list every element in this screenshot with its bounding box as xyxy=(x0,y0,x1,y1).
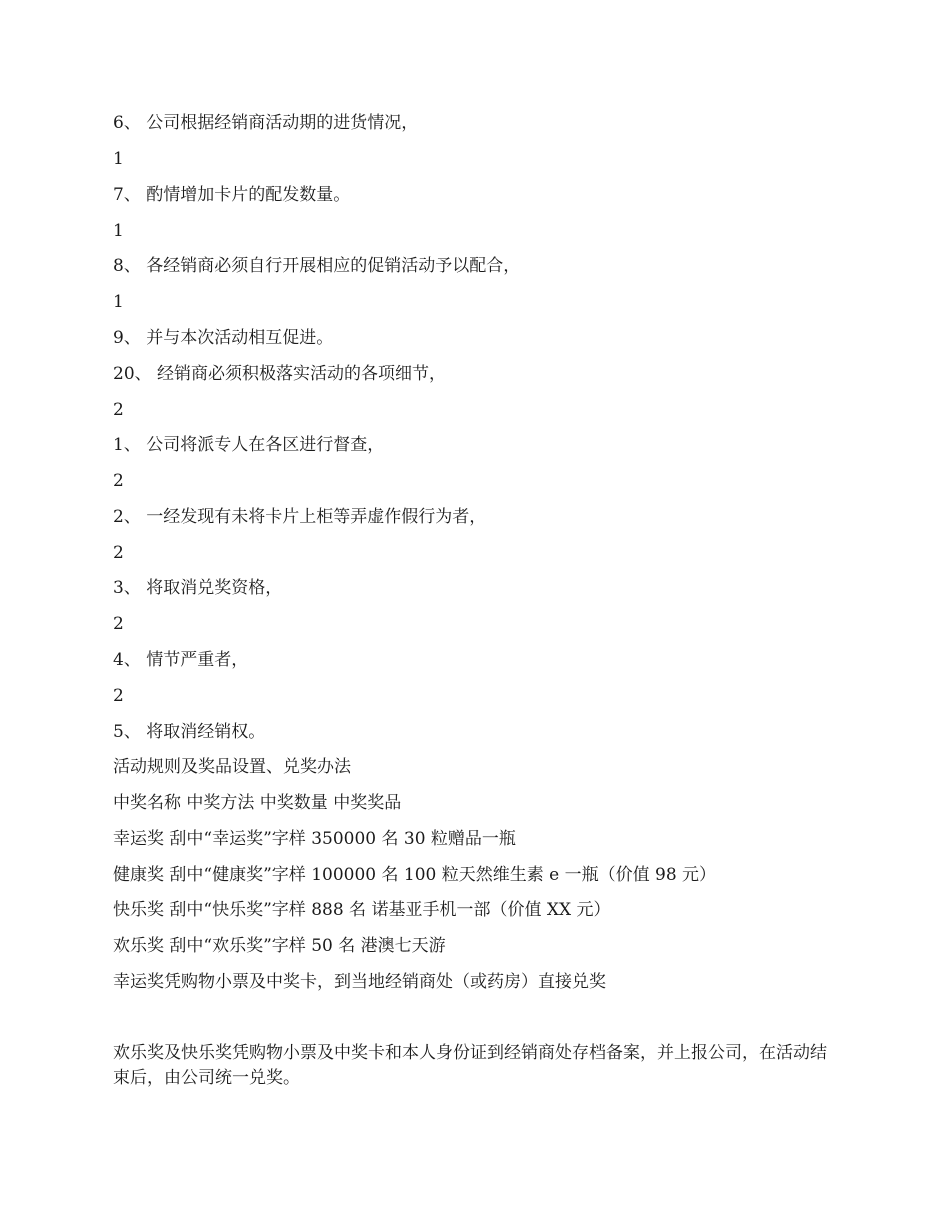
section-heading: 活动规则及奖品设置、兑奖办法 xyxy=(113,757,351,777)
text-line: 8、 各经销商必须自行开展相应的促销活动予以配合， xyxy=(113,256,521,276)
text-line: 4、 情节严重者， xyxy=(113,650,249,670)
prize-row: 幸运奖 刮中“幸运奖”字样 350000 名 30 粒赠品一瓶 xyxy=(113,829,516,849)
text-line: 6、 公司根据经销商活动期的进货情况， xyxy=(113,113,419,133)
prize-row: 健康奖 刮中“健康奖”字样 100000 名 100 粒天然维生素 e 一瓶（价值 98 元） xyxy=(113,865,717,885)
text-line: 20、 经销商必须积极落实活动的各项细节， xyxy=(113,364,447,384)
text-line: 2 xyxy=(113,400,124,420)
text-line: 1 xyxy=(113,221,124,241)
prize-table-header: 中奖名称 中奖方法 中奖数量 中奖奖品 xyxy=(113,793,402,813)
text-line: 2 xyxy=(113,471,124,491)
text-line: 3、 将取消兑奖资格， xyxy=(113,578,283,598)
text-line: 1、 公司将派专人在各区进行督查， xyxy=(113,435,385,455)
prize-row: 欢乐奖 刮中“欢乐奖”字样 50 名 港澳七天游 xyxy=(113,936,446,956)
closing-paragraph: 欢乐奖及快乐奖凭购物小票及中奖卡和本人身份证到经销商处存档备案，并上报公司，在活动结束后，由公司统一兑奖。 xyxy=(113,1043,827,1088)
text-line: 2 xyxy=(113,543,124,563)
text-line: 9、 并与本次活动相互促进。 xyxy=(113,328,334,348)
text-line: 2 xyxy=(113,686,124,706)
text-line: 2、 一经发现有未将卡片上柜等弄虚作假行为者， xyxy=(113,507,487,527)
text-line: 2 xyxy=(113,614,124,634)
redemption-note: 幸运奖凭购物小票及中奖卡，到当地经销商处（或药房）直接兑奖 xyxy=(113,972,606,992)
text-line: 1 xyxy=(113,149,124,169)
text-line: 7、 酌情增加卡片的配发数量。 xyxy=(113,185,351,205)
text-line: 5、 将取消经销权。 xyxy=(113,722,266,742)
prize-row: 快乐奖 刮中“快乐奖”字样 888 名 诺基亚手机一部（价值 XX 元） xyxy=(113,900,611,920)
text-line: 1 xyxy=(113,292,124,312)
